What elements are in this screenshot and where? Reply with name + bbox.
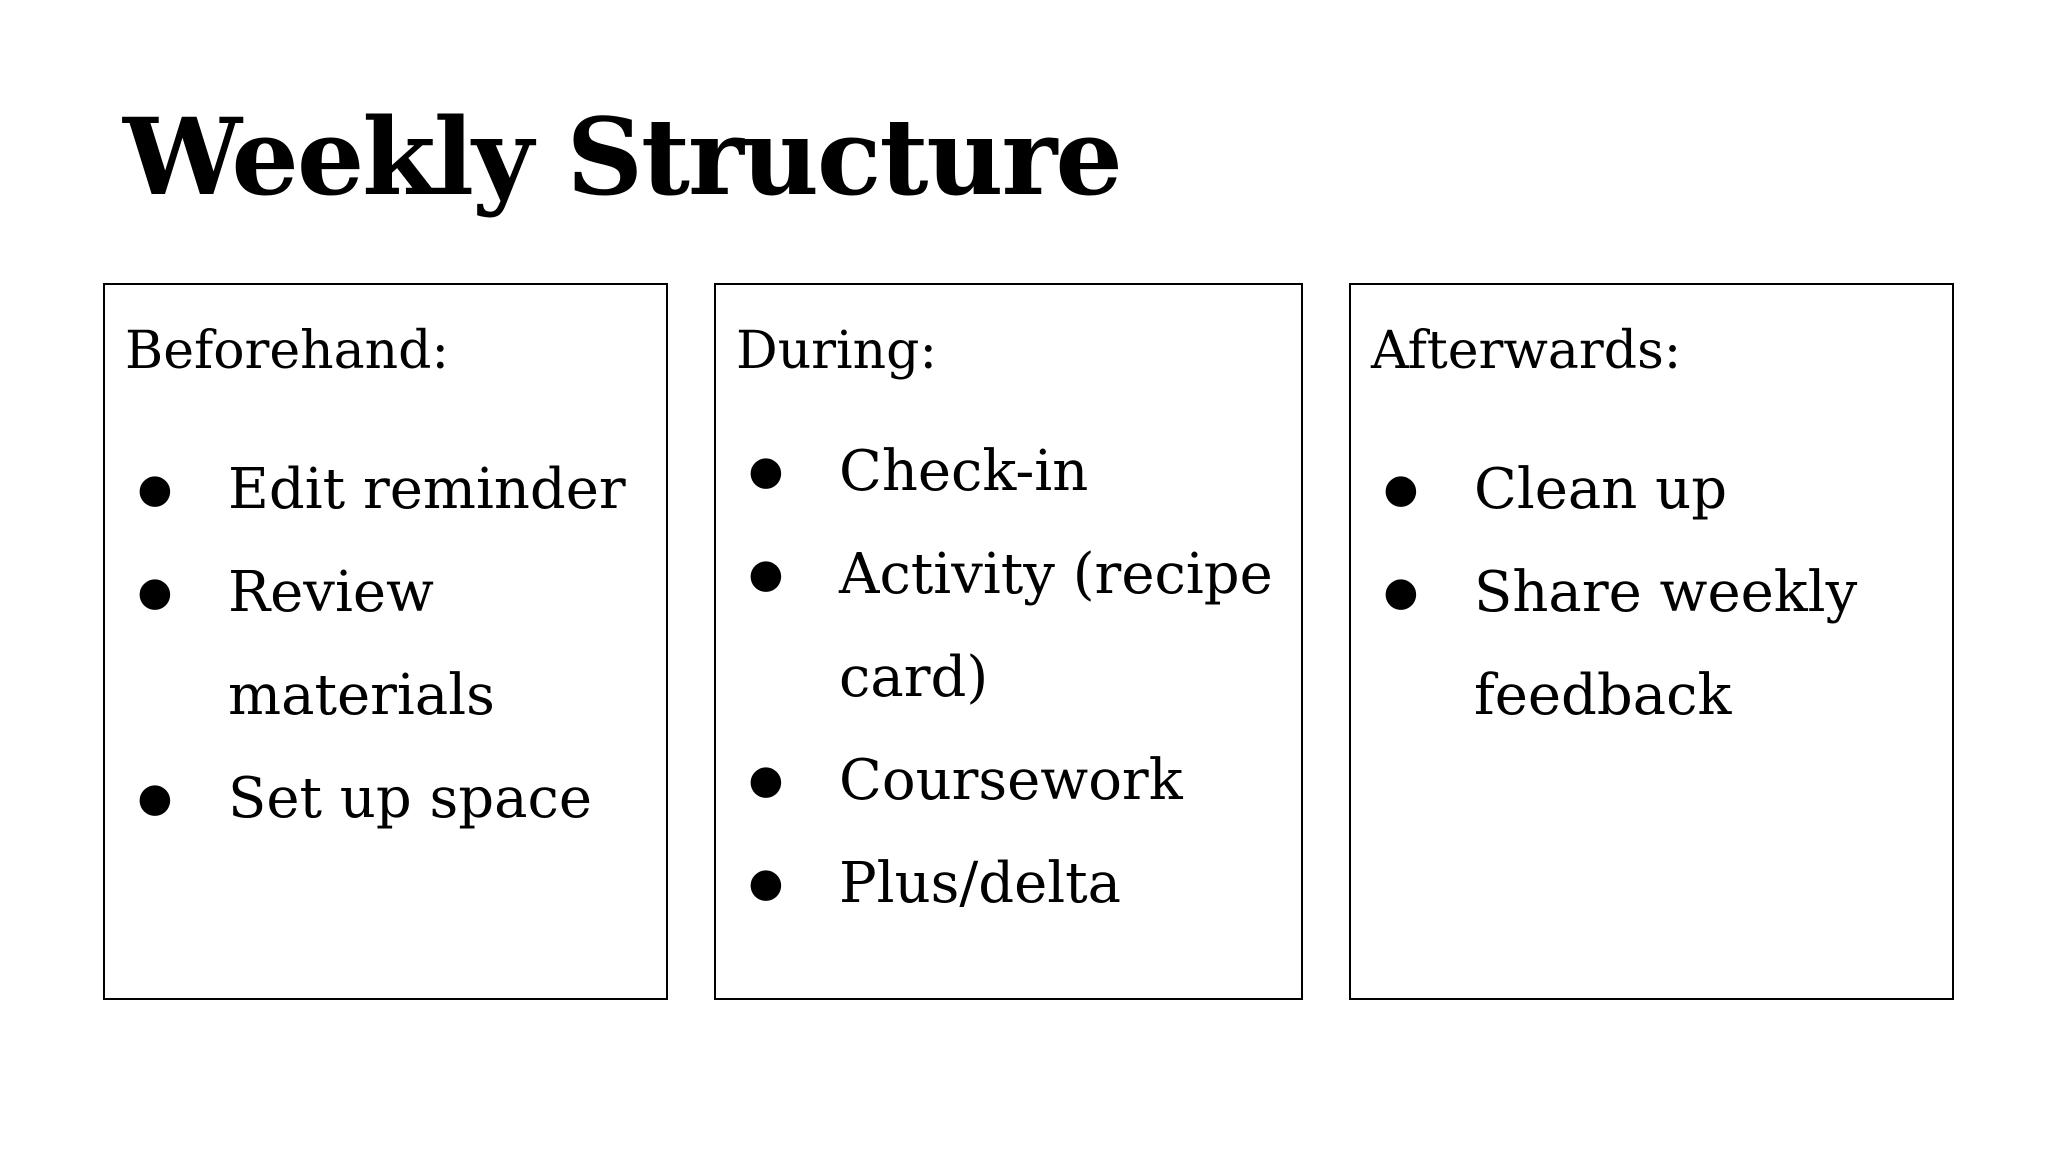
beforehand-box <box>103 283 668 1000</box>
afterwards-heading: Afterwards: <box>1371 321 1682 381</box>
afterwards-box <box>1349 283 1954 1000</box>
bullet-icon: ● <box>137 466 173 512</box>
during-list <box>736 420 1291 935</box>
bullet-icon: ● <box>748 757 784 803</box>
list-item-text: Check-in <box>839 439 1089 504</box>
bullet-icon: ● <box>137 775 173 821</box>
beforehand-list <box>125 438 656 850</box>
list-item <box>1371 541 1942 747</box>
list-item <box>125 438 656 541</box>
slide-title: Weekly Structure <box>123 94 1121 219</box>
list-item <box>1371 438 1942 541</box>
bullet-icon: ● <box>1383 466 1419 512</box>
bullet-icon: ● <box>137 569 173 615</box>
beforehand-heading: Beforehand: <box>125 321 449 381</box>
list-item-text: Review materials <box>228 560 495 728</box>
list-item-text: Activity (recipe card) <box>839 542 1273 710</box>
list-item <box>736 420 1291 523</box>
bullet-icon: ● <box>748 860 784 906</box>
list-item <box>736 729 1291 832</box>
list-item <box>736 832 1291 935</box>
list-item-text: Set up space <box>228 766 592 831</box>
list-item <box>125 747 656 850</box>
list-item-text: Plus/delta <box>839 851 1122 916</box>
during-box <box>714 283 1303 1000</box>
bullet-icon: ● <box>748 448 784 494</box>
bullet-icon: ● <box>748 551 784 597</box>
list-item-text: Edit reminder <box>228 457 626 522</box>
list-item-text: Clean up <box>1474 457 1728 522</box>
list-item <box>125 541 656 747</box>
bullet-icon: ● <box>1383 569 1419 615</box>
during-heading: During: <box>736 321 937 381</box>
list-item-text: Share weekly feedback <box>1474 560 1858 728</box>
afterwards-list <box>1371 438 1942 747</box>
list-item <box>736 523 1291 729</box>
list-item-text: Coursework <box>839 748 1183 813</box>
